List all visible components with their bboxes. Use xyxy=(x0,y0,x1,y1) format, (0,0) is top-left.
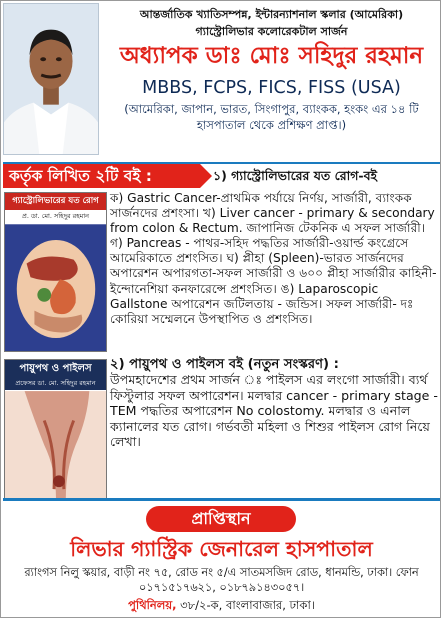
book2-cover xyxy=(4,359,107,499)
footer-divider xyxy=(3,498,440,501)
affiliation-line-2: গ্যাস্ট্রোলিভার কলোরেকটাল সার্জন xyxy=(195,25,348,38)
bookstore xyxy=(3,598,440,613)
books-banner-title: কর্তৃক লিখিত ২টি বই : xyxy=(3,164,200,188)
book2-cover-title: পায়ুপথ ও পাইলস xyxy=(5,360,106,377)
book2-cover-author: প্রফেসর ডা. মো. সহিদুর রহমান xyxy=(5,377,106,390)
book2-heading: ২) পায়ুপথ ও পাইলস বই (নতুন সংস্করণ) : xyxy=(110,357,339,372)
author-header xyxy=(1,1,441,161)
availability-badge: প্রাপ্তিস্থান xyxy=(146,506,296,532)
bookstore-name: পুথিনিলয়, xyxy=(128,598,177,612)
training-note: (আমেরিকা, জাপান, ভারত, সিংগাপুর, ব্যাংকক, হংকং এর ১৪ টি হাসপাতাল থেকে প্রশিক্ষণ প্রাপ্ত।) xyxy=(124,102,419,132)
book2-section xyxy=(110,357,439,449)
book1-title: ১) গ্যাস্ট্রোলিভারের যত রোগ-বই xyxy=(213,168,378,183)
hospital-name: লিভার গ্যাস্ট্রিক জেনারেল হাসপাতাল xyxy=(70,537,373,561)
book1-cover xyxy=(4,192,107,352)
book1-cover-title: গ্যাস্ট্রোলিভারের যত রোগ xyxy=(5,193,106,210)
hospital-address: র‍্যাংগস নিলু স্কয়ার, বাড়ী নং ৭৫, রোড নং ৫/এ সাতমসজিদ রোড, ধানমন্ডি, ঢাকা। ফোন ০১৭১৫১৭৬২১, ০১৮৭৯১৪৩০৫৭। xyxy=(24,566,419,594)
author-photo xyxy=(3,3,99,155)
book1-cover-author: প্র. ডা. মো. সহিদুর রহমান xyxy=(21,212,90,220)
author-name: অধ্যাপক ডাঃ মোঃ সহিদুর রহমান xyxy=(119,43,424,69)
affiliation-line-1: আন্তর্জাতিক খ্যাতিসম্পন্ন, ইন্টারন্যাশনাল স্কলার (আমেরিকা) xyxy=(139,8,404,21)
author-degrees: MBBS, FCPS, FICS, FISS (USA) xyxy=(142,78,401,98)
digestive-organs-illustration xyxy=(5,223,106,352)
bookstore-address: ৩৮/২-ক, বাংলাবাজার, ঢাকা। xyxy=(176,598,315,612)
anatomy-illustration xyxy=(5,390,106,499)
book2-description: উপমহাদেশের প্রথম সার্জন ঃ পাইলস এর লংগো সার্জারী। ব্যর্থ ফিস্টুলার সফল অপারেশন। মলদ্বার cancer - primary stage - TEM পদ্ধতির অপারেশন No colostomy. মলদ্বার ও এনাল ক্যানালের যত রোগ। গর্ভবতী মহিলা ও শিশুর পাইলস রোগ নিয়ে লেখা। xyxy=(110,372,438,450)
books-banner xyxy=(3,162,440,188)
book1-description: ক) Gastric Cancer-প্রাথমিক পর্যায়ে নির্ণয়, সার্জারী, ব্যাংকক সার্জনদের প্রশংসা। খ) Liver cancer - primary & secondary from colon & Rectum. জাপানিজ টেকনিক এ সফল সার্জারী। গ) Pancreas - পাথর-সহিদ পদ্ধতির সার্জারী-ওয়ার্ল্ড কংগ্রেসে আমেরিকাতে প্রশংসিত। ঘ) প্লীহা (Spleen)-ভারত সার্জনদের অপারেশন অপারগতা-সফল সার্জারী ও ৬০০ প্লীহা সার্জারীর কাহিনী-ইন্দোনেশিয়া কনফারেন্সে প্রশংসিত। ঙ) Laparoscopic Gallstone অপারেশন জটিলতায় - জন্ডিস। সফল সার্জারী- দঃ কোরিয়া সম্মেলনে উপস্থাপিত ও প্রশংসিত। xyxy=(110,191,437,326)
